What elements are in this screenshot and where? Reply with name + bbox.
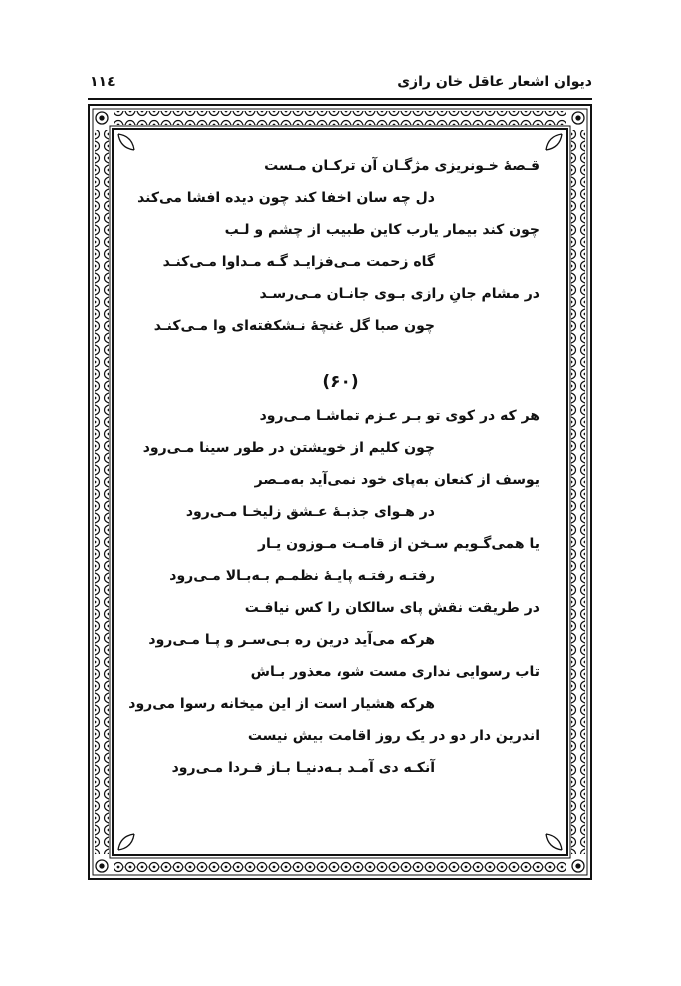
- verse-line: یا همی‌گـویم سـخن از قامـت مـوزون یـار: [257, 536, 540, 552]
- verse-line: هرکه می‌آید درین ره بـی‌سـر و پـا مـی‌رود: [148, 632, 435, 648]
- verse-line: در طریقت نقش پای سالکان را کس نیافـت: [244, 600, 540, 616]
- page-number: ۱۱٤: [90, 74, 116, 90]
- poem-block-bottom: [128, 400, 540, 790]
- verse-line: آنکـه دی آمـد بـه‌دنیـا بـاز فـردا مـی‌رود: [171, 760, 435, 776]
- verse-line: اندرین دار دو در یک روز اقامت بیش نیست: [247, 728, 540, 744]
- header-rule: [88, 98, 592, 100]
- verse-line: رفتـه رفتـه پایـۀ نظمـم بـه‌بـالا مـی‌رود: [169, 568, 435, 584]
- verse-line: در هـوای جذبـۀ عـشق زلیخـا مـی‌رود: [185, 504, 435, 520]
- verse-line: هر که در کوی تو بـر عـزم تماشـا مـی‌رود: [259, 408, 540, 424]
- verse-line: قـصۀ خـونریزی مژگـان آن ترکـان مـست: [264, 158, 540, 174]
- verse-line: یوسف از کنعان به‌پای خود نمی‌آید به‌مـصر: [254, 472, 540, 488]
- poem-number-heading: (۶۰): [322, 372, 359, 392]
- running-title: دیوان اشعار عاقل خان رازی: [397, 74, 592, 90]
- poem-block-top: [137, 150, 540, 350]
- verse-line: تاب رسوایی نداری مست شو، معذور بـاش: [250, 664, 540, 680]
- verse-line: چون کلیم از خویشتن در طور سینا مـی‌رود: [142, 440, 435, 456]
- verse-line: گاه زحمت مـی‌فزایـد گـه مـداوا مـی‌کنـد: [162, 254, 435, 270]
- page-header: [88, 74, 592, 98]
- verse-line: چون صبا گل غنچۀ نـشکفته‌ای وا مـی‌کنـد: [153, 318, 435, 334]
- verse-line: دل چه سان اخفا کند چون دیده افشا می‌کند: [137, 190, 435, 206]
- verse-line: در مشام جانِ رازی بـوی جانـان مـی‌رسـد: [259, 286, 540, 302]
- verse-line: هرکه هشیار است از این میخانه رسوا می‌رود: [128, 696, 435, 712]
- verse-line: چون کند بیمار یارب کاین طبیب از چشم و لـب: [224, 222, 540, 238]
